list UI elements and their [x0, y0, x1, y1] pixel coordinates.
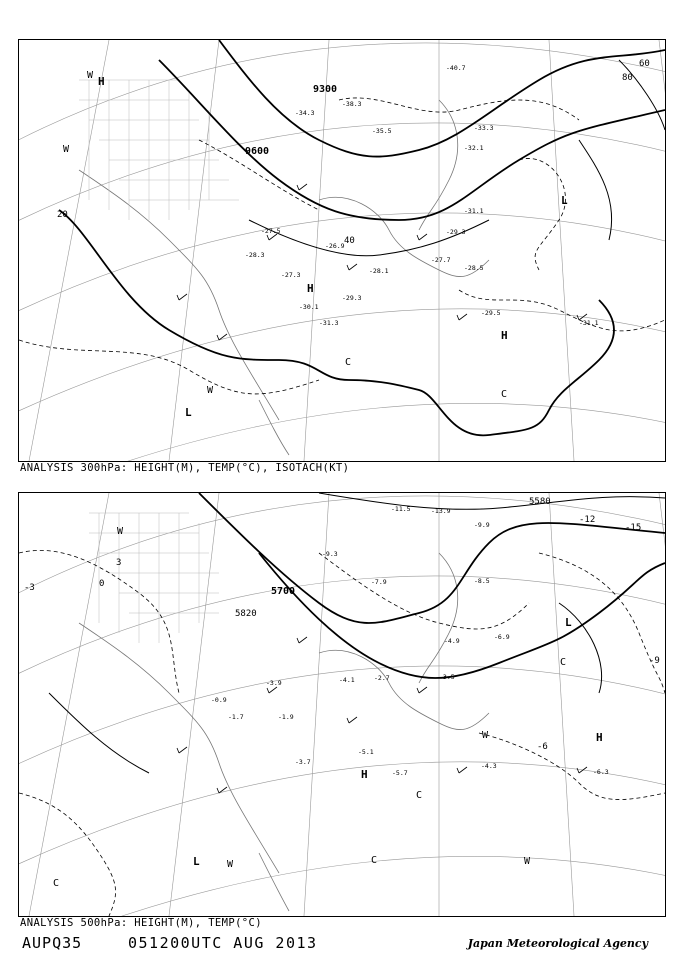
high-center: H — [98, 75, 105, 88]
temp-label: -6 — [537, 742, 548, 752]
station-value: -35.5 — [372, 127, 392, 135]
station-value: -38.3 — [342, 100, 362, 108]
cold-center: C — [53, 878, 60, 889]
temp-label: 0 — [99, 579, 105, 589]
warm-center: W — [524, 856, 531, 867]
station-value: -5.7 — [392, 769, 408, 777]
station-value: -31.3 — [319, 319, 339, 327]
cold-center: C — [501, 389, 508, 400]
map-300hpa-canvas — [19, 40, 665, 461]
warm-center: W — [87, 70, 94, 81]
temp-label: 3 — [116, 558, 122, 568]
cold-center: C — [371, 855, 378, 866]
cold-center: C — [416, 790, 423, 801]
caption-300hpa: ANALYSIS 300hPa: HEIGHT(M), TEMP(°C), ISOTACH(KT) — [20, 462, 350, 474]
station-values-500 — [211, 505, 609, 777]
station-value: -31.1 — [579, 319, 599, 327]
cold-center: C — [345, 357, 352, 368]
map-500hpa — [18, 492, 666, 917]
temp-label: -12 — [579, 515, 596, 525]
height-label: 5700 — [271, 586, 296, 597]
temp-label: -3 — [24, 583, 35, 593]
product-code: AUPQ35 — [22, 934, 83, 952]
station-value: -27.7 — [431, 256, 451, 264]
station-value: -13.9 — [431, 507, 451, 515]
caption-500hpa: ANALYSIS 500hPa: HEIGHT(M), TEMP(°C) — [20, 917, 262, 929]
height-label: 9600 — [245, 146, 270, 157]
station-value: -3.5 — [439, 673, 455, 681]
isotach-label: 80 — [622, 73, 633, 83]
station-value: -34.3 — [295, 109, 315, 117]
station-value: -8.5 — [474, 577, 490, 585]
station-value: -32.1 — [464, 144, 484, 152]
isotach-label: 40 — [344, 236, 355, 246]
graticule — [19, 493, 665, 916]
isotach-label: 60 — [639, 59, 650, 69]
station-value: -11.5 — [391, 505, 411, 513]
low-center: L — [565, 616, 572, 629]
warm-center: W — [63, 144, 70, 155]
station-value: -1.7 — [228, 713, 244, 721]
map-500hpa-canvas — [19, 493, 665, 916]
warm-center: W — [227, 859, 234, 870]
height-label: 5580 — [529, 497, 551, 507]
hatch-area — [89, 513, 219, 643]
station-value: -40.7 — [446, 64, 466, 72]
thin-contours-500 — [49, 493, 665, 773]
low-center: L — [185, 406, 192, 419]
warm-center: W — [482, 730, 489, 741]
station-value: -3.9 — [266, 679, 282, 687]
high-center: H — [361, 768, 368, 781]
station-value: -9.9 — [474, 521, 490, 529]
height-contours-300 — [59, 40, 665, 435]
station-value: -28.3 — [245, 251, 265, 259]
wind-barbs-300 — [177, 184, 587, 340]
station-value: -7.9 — [371, 578, 387, 586]
temp-label: -9 — [649, 656, 660, 666]
cold-center: C — [560, 657, 567, 668]
warm-center: W — [207, 385, 214, 396]
station-value: -29.5 — [481, 309, 501, 317]
isotach-label: 20 — [57, 210, 68, 220]
station-value: -4.3 — [481, 762, 497, 770]
map-300hpa — [18, 39, 666, 462]
height-label: 5820 — [235, 609, 257, 619]
low-center: L — [193, 855, 200, 868]
temp-label: -15 — [625, 523, 642, 533]
station-value: -29.3 — [342, 294, 362, 302]
station-value: -33.3 — [474, 124, 494, 132]
low-center: L — [561, 194, 568, 207]
station-value: -9.3 — [322, 550, 338, 558]
station-value: -27.5 — [261, 227, 281, 235]
station-value: -3.7 — [295, 758, 311, 766]
station-value: -28.5 — [464, 264, 484, 272]
station-value: -0.9 — [211, 696, 227, 704]
station-value: -30.1 — [299, 303, 319, 311]
station-value: -28.1 — [369, 267, 389, 275]
station-value: -29.3 — [446, 228, 466, 236]
high-center: H — [596, 731, 603, 744]
station-value: -5.1 — [358, 748, 374, 756]
high-center: H — [307, 282, 314, 295]
station-value: -27.3 — [281, 271, 301, 279]
warm-center: W — [117, 526, 124, 537]
station-values-300 — [245, 64, 599, 327]
station-value: -31.1 — [464, 207, 484, 215]
height-label: 9300 — [313, 84, 338, 95]
station-value: -2.7 — [374, 674, 390, 682]
station-value: -6.9 — [494, 633, 510, 641]
station-value: -1.9 — [278, 713, 294, 721]
agency-credit: Japan Meteorological Agency — [467, 937, 648, 950]
high-center: H — [501, 329, 508, 342]
station-value: -26.9 — [325, 242, 345, 250]
station-value: -6.3 — [593, 768, 609, 776]
isotachs-300 — [249, 60, 665, 256]
station-value: -4.9 — [444, 637, 460, 645]
station-value: -4.1 — [339, 676, 355, 684]
valid-time: 051200UTC AUG 2013 — [128, 934, 318, 952]
